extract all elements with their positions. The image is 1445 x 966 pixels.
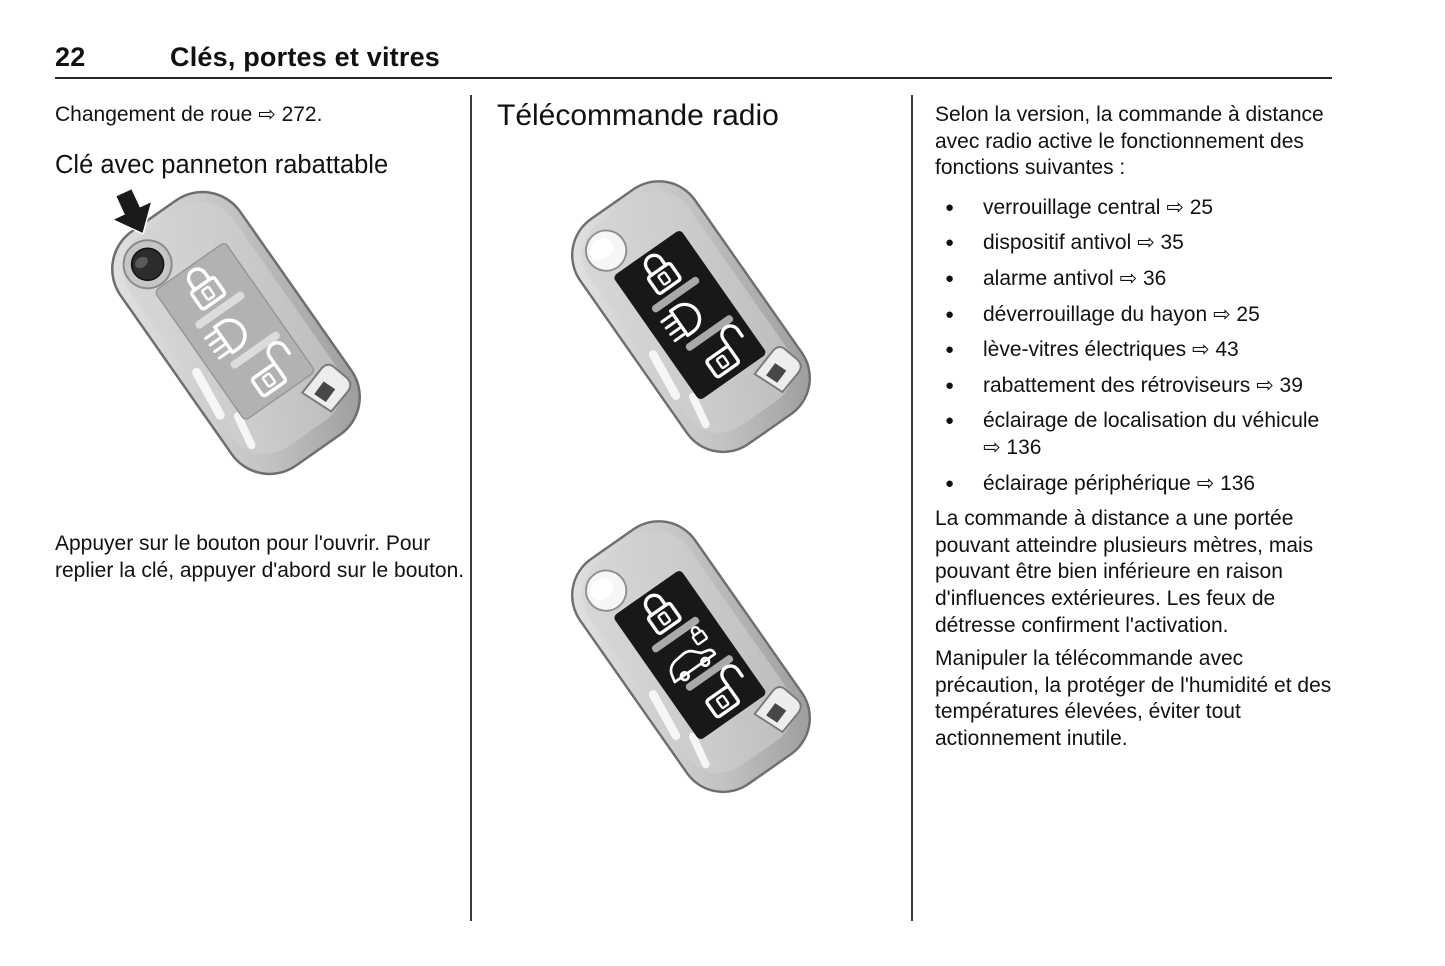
remote-range-paragraph: La commande à distance a une portée pouvant atteindre plusieurs mètres, mais pouvant être bien inférieure en raison d'influences extérieures. Les feux de détresse confirment l'activation. xyxy=(935,507,1314,637)
bullet-icon: ● xyxy=(945,269,955,287)
list-item xyxy=(935,302,1335,329)
list-item xyxy=(935,230,1335,257)
remote-functions-intro: Selon la version, la commande à distance avec radio active le fonctionnement des fonctions suivantes : xyxy=(935,103,1324,180)
flip-key-instructions: Appuyer sur le bouton pour l'ouvrir. Pour replier la clé, appuyer d'abord sur le bouton. xyxy=(55,532,465,582)
bullet-icon: ● xyxy=(945,474,955,492)
flip-key-illustration xyxy=(68,183,448,513)
section-heading-remote: Télécommande radio xyxy=(497,99,779,132)
left-column xyxy=(55,102,463,180)
bullet-icon: ● xyxy=(945,341,955,359)
remote-care-paragraph: Manipuler la télécommande avec précaution, la protéger de l'humidité et des températures élevées, éviter tout actionnement inutile. xyxy=(935,647,1332,750)
function-label: dispositif antivol ⇨ 35 xyxy=(983,231,1184,255)
flip-key-figure xyxy=(68,183,448,513)
bullet-icon: ● xyxy=(945,376,955,394)
bullet-icon: ● xyxy=(945,305,955,323)
list-item xyxy=(935,408,1335,461)
function-label: éclairage de localisation du véhicule ⇨ 136 xyxy=(983,409,1320,459)
subsection-heading-flip-key: Clé avec panneton rabattable xyxy=(55,150,389,179)
function-label: lève-vitres électriques ⇨ 43 xyxy=(983,338,1239,362)
header-rule xyxy=(55,77,1332,79)
wheel-change-reference: Changement de roue ⇨ 272. xyxy=(55,103,323,126)
bullet-icon: ● xyxy=(945,412,955,430)
list-item xyxy=(935,373,1335,400)
right-column xyxy=(935,102,1335,752)
list-item xyxy=(935,266,1335,293)
remote-functions-list xyxy=(935,195,1335,497)
list-item xyxy=(935,471,1335,498)
function-label: rabattement des rétroviseurs ⇨ 39 xyxy=(983,373,1303,397)
bullet-icon: ● xyxy=(945,234,955,252)
remote-key-figure-1 xyxy=(532,163,850,475)
list-item xyxy=(935,195,1335,222)
function-label: éclairage périphérique ⇨ 136 xyxy=(983,471,1256,495)
column-divider-right xyxy=(911,95,913,921)
column-divider-left xyxy=(470,95,472,921)
function-label: verrouillage central ⇨ 25 xyxy=(983,195,1214,219)
remote-key-illustration-2 xyxy=(532,503,850,815)
function-label: déverrouillage du hayon ⇨ 25 xyxy=(983,302,1260,326)
bullet-icon: ● xyxy=(945,198,955,216)
function-label: alarme antivol ⇨ 36 xyxy=(983,266,1167,290)
list-item xyxy=(935,337,1335,364)
remote-key-illustration-1 xyxy=(532,163,850,475)
page-number: 22 xyxy=(55,42,86,72)
remote-key-figure-2 xyxy=(532,503,850,815)
chapter-title: Clés, portes et vitres xyxy=(170,42,441,72)
